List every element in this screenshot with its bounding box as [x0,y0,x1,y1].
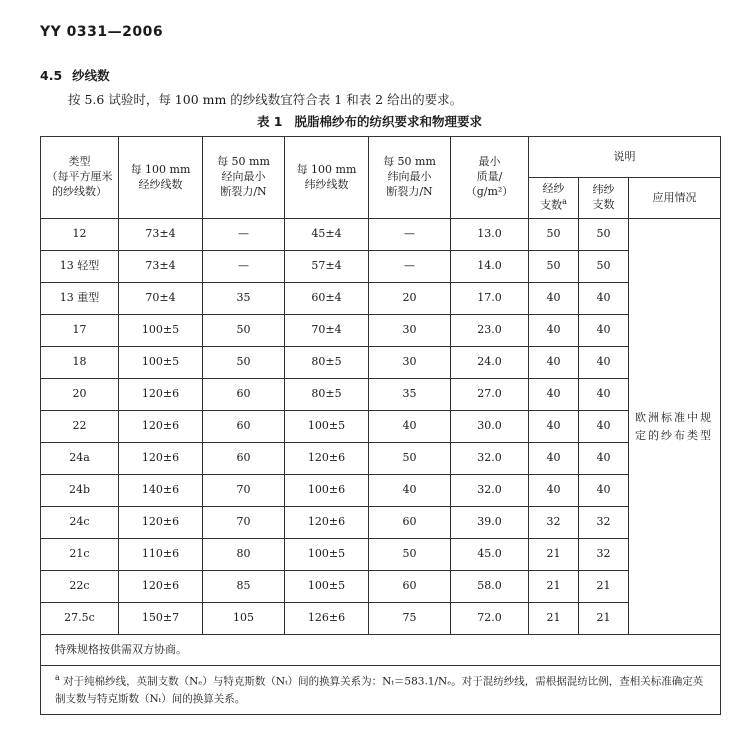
special-note-row [41,635,721,666]
cell-warp-count: 140±6 [119,475,203,507]
cell-type: 20 [41,379,119,411]
cell-type: 13 轻型 [41,251,119,283]
standard-code: YY 0331—2006 [40,24,164,40]
section-number: 4.5 [40,68,63,83]
cell-warp-strength: 70 [203,475,285,507]
footnote-text: 对于纯棉纱线，英制支数（Nₑ）与特克斯数（Nₜ）间的换算关系为：Nₜ＝583.1/Nₑ。对于混纺纱线，需根据混纺比例，查相关标准确定英制支数与特克斯数（Nₜ）间的换算关系。 [55,675,704,705]
header-weft-strength: 每 50 mm 纬向最小 断裂力/N [369,137,451,219]
cell-type: 27.5c [41,603,119,635]
cell-weft-strength: 30 [369,315,451,347]
footnote-mark: a [55,673,60,683]
cell-warp-count: 120±6 [119,571,203,603]
cell-weft-yarn: 40 [579,283,629,315]
cell-weft-strength: — [369,219,451,251]
cell-warp-yarn: 40 [529,411,579,443]
cell-warp-strength: 60 [203,443,285,475]
cell-warp-yarn: 40 [529,443,579,475]
header-row [41,137,721,178]
header-weft-count: 每 100 mm 纬纱线数 [285,137,369,219]
table-row [41,315,721,347]
footnote [41,666,721,715]
cell-warp-count: 110±6 [119,539,203,571]
cell-type: 21c [41,539,119,571]
table-row [41,603,721,635]
cell-weft-strength: 50 [369,443,451,475]
cell-weft-count: 80±5 [285,347,369,379]
cell-min-mass: 27.0 [451,379,529,411]
table-body [41,219,721,715]
cell-warp-count: 100±5 [119,315,203,347]
cell-warp-strength: 35 [203,283,285,315]
cell-warp-strength: 105 [203,603,285,635]
cell-weft-yarn: 50 [579,251,629,283]
cell-warp-count: 120±6 [119,411,203,443]
cell-weft-strength: 60 [369,571,451,603]
cell-weft-count: 45±4 [285,219,369,251]
cell-weft-count: 80±5 [285,379,369,411]
header-weft-yarn: 纬纱 支数 [579,178,629,219]
cell-warp-count: 70±4 [119,283,203,315]
cell-warp-yarn: 40 [529,283,579,315]
table-row [41,219,721,251]
header-warp-count: 每 100 mm 经纱线数 [119,137,203,219]
cell-min-mass: 58.0 [451,571,529,603]
cell-weft-count: 100±5 [285,571,369,603]
cell-min-mass: 17.0 [451,283,529,315]
cell-warp-strength: 50 [203,315,285,347]
cell-type: 13 重型 [41,283,119,315]
cell-warp-yarn: 40 [529,379,579,411]
cell-weft-yarn: 40 [579,347,629,379]
cell-weft-strength: 35 [369,379,451,411]
cell-weft-strength: 40 [369,411,451,443]
table-row [41,475,721,507]
cell-weft-count: 100±5 [285,411,369,443]
cell-warp-yarn: 32 [529,507,579,539]
cell-warp-strength: 50 [203,347,285,379]
cell-type: 22 [41,411,119,443]
special-note: 特殊规格按供需双方协商。 [41,635,721,666]
cell-weft-count: 120±6 [285,443,369,475]
cell-warp-strength: — [203,219,285,251]
cell-weft-count: 100±6 [285,475,369,507]
cell-warp-yarn: 21 [529,603,579,635]
header-min-mass: 最小 质量/ （g/m²） [451,137,529,219]
footnote-ref: a [562,197,567,207]
table-row [41,347,721,379]
cell-warp-strength: 85 [203,571,285,603]
cell-warp-count: 100±5 [119,347,203,379]
table-row [41,283,721,315]
header-type: 类型 （每平方厘米 的纱线数） [41,137,119,219]
table-row [41,571,721,603]
cell-weft-strength: 30 [369,347,451,379]
table-row [41,379,721,411]
table-row [41,443,721,475]
cell-warp-strength: — [203,251,285,283]
cell-min-mass: 72.0 [451,603,529,635]
cell-min-mass: 24.0 [451,347,529,379]
table-caption-title: 脱脂棉纱布的纺织要求和物理要求 [294,114,483,129]
cell-type: 17 [41,315,119,347]
cell-warp-count: 120±6 [119,507,203,539]
cell-type: 22c [41,571,119,603]
cell-warp-count: 73±4 [119,219,203,251]
cell-warp-yarn: 50 [529,219,579,251]
cell-weft-strength: 60 [369,507,451,539]
cell-weft-yarn: 32 [579,539,629,571]
cell-weft-count: 126±6 [285,603,369,635]
cell-warp-strength: 80 [203,539,285,571]
cell-weft-count: 100±5 [285,539,369,571]
table-row [41,411,721,443]
cell-min-mass: 30.0 [451,411,529,443]
cell-weft-strength: 20 [369,283,451,315]
cell-warp-strength: 70 [203,507,285,539]
cell-weft-count: 120±6 [285,507,369,539]
header-warp-yarn: 经纱 支数$^a$ [529,178,579,219]
cell-warp-yarn: 50 [529,251,579,283]
header-application: 应用情况 [629,178,721,219]
cell-weft-yarn: 21 [579,571,629,603]
cell-weft-yarn: 40 [579,411,629,443]
cell-weft-yarn: 40 [579,379,629,411]
cell-warp-yarn: 21 [529,571,579,603]
table-caption [0,112,739,130]
cell-warp-yarn: 40 [529,347,579,379]
cell-weft-yarn: 40 [579,315,629,347]
cell-weft-strength: 40 [369,475,451,507]
cell-warp-count: 120±6 [119,443,203,475]
cell-weft-strength: — [369,251,451,283]
table-row [41,507,721,539]
cell-weft-count: 70±4 [285,315,369,347]
section-title: 纱线数 [72,68,110,83]
cell-min-mass: 32.0 [451,443,529,475]
cell-min-mass: 39.0 [451,507,529,539]
cell-min-mass: 13.0 [451,219,529,251]
cell-warp-count: 120±6 [119,379,203,411]
spec-table [40,136,721,715]
header-notes: 说明 [529,137,721,178]
cell-weft-yarn: 50 [579,219,629,251]
cell-weft-yarn: 40 [579,475,629,507]
cell-min-mass: 32.0 [451,475,529,507]
cell-application: 欧洲标准中规定的纱布类型 [629,219,721,635]
cell-min-mass: 14.0 [451,251,529,283]
section-paragraph: 按 5.6 试验时，每 100 mm 的纱线数宜符合表 1 和表 2 给出的要求。 [68,92,463,107]
footnote-row [41,666,721,715]
cell-warp-yarn: 21 [529,539,579,571]
cell-type: 24a [41,443,119,475]
cell-min-mass: 23.0 [451,315,529,347]
cell-warp-yarn: 40 [529,475,579,507]
cell-weft-strength: 75 [369,603,451,635]
cell-weft-yarn: 32 [579,507,629,539]
cell-warp-yarn: 40 [529,315,579,347]
cell-weft-strength: 50 [369,539,451,571]
cell-weft-yarn: 40 [579,443,629,475]
cell-type: 18 [41,347,119,379]
cell-weft-yarn: 21 [579,603,629,635]
cell-weft-count: 60±4 [285,283,369,315]
table-caption-number: 表 1 [256,114,283,129]
cell-warp-count: 73±4 [119,251,203,283]
cell-type: 24b [41,475,119,507]
cell-warp-strength: 60 [203,379,285,411]
cell-warp-count: 150±7 [119,603,203,635]
cell-type: 12 [41,219,119,251]
table-row [41,251,721,283]
section-heading [40,66,110,84]
header-warp-strength: 每 50 mm 经向最小 断裂力/N [203,137,285,219]
table-row [41,539,721,571]
cell-warp-strength: 60 [203,411,285,443]
cell-min-mass: 45.0 [451,539,529,571]
cell-type: 24c [41,507,119,539]
cell-weft-count: 57±4 [285,251,369,283]
